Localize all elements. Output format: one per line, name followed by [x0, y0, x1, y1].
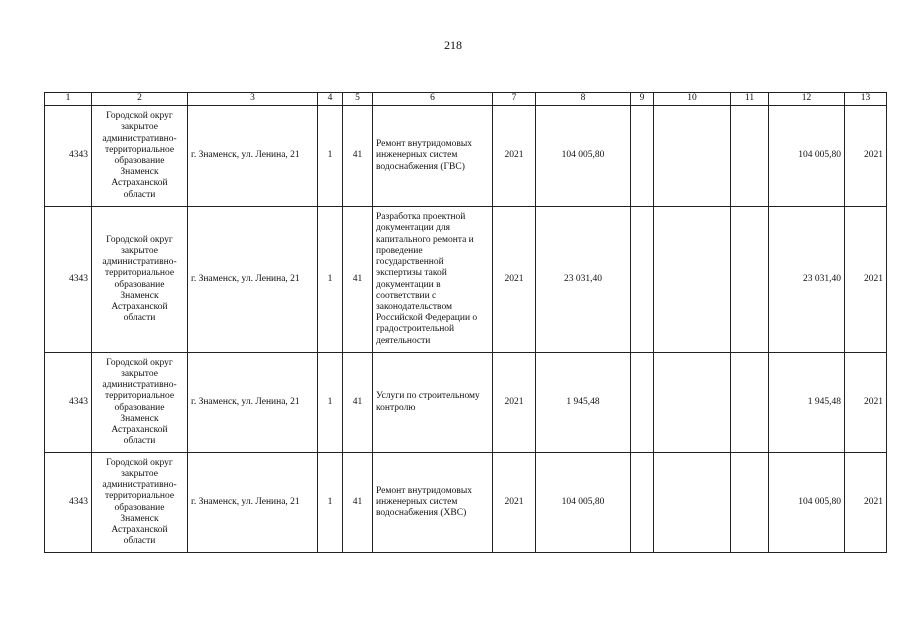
col9-cell — [631, 106, 654, 207]
end-year-cell: 2021 — [845, 207, 887, 353]
total-cell: 1 945,48 — [769, 353, 845, 453]
municipality-cell: Городской округ закрытое административно-территориальное образование Знаменск Астраханской области — [92, 106, 188, 207]
column-header: 12 — [769, 93, 845, 106]
total-cell: 23 031,40 — [769, 207, 845, 353]
page-number: 218 — [444, 38, 462, 52]
col4-cell: 1 — [318, 106, 343, 207]
col5-cell: 41 — [343, 453, 373, 553]
col10-cell — [654, 353, 731, 453]
row-id-cell: 4343 — [45, 106, 92, 207]
col10-cell — [654, 106, 731, 207]
cost-cell: 104 005,80 — [536, 106, 631, 207]
table-row — [45, 106, 887, 207]
col4-cell: 1 — [318, 207, 343, 353]
table-row — [45, 207, 887, 353]
col11-cell — [731, 207, 769, 353]
col11-cell — [731, 106, 769, 207]
data-table — [44, 92, 887, 553]
cost-cell: 104 005,80 — [536, 453, 631, 553]
total-cell: 104 005,80 — [769, 453, 845, 553]
row-id-cell: 4343 — [45, 453, 92, 553]
column-header: 2 — [92, 93, 188, 106]
column-header: 1 — [45, 93, 92, 106]
column-header: 11 — [731, 93, 769, 106]
cost-cell: 23 031,40 — [536, 207, 631, 353]
col11-cell — [731, 353, 769, 453]
end-year-cell: 2021 — [845, 353, 887, 453]
column-header: 6 — [373, 93, 493, 106]
municipality-cell: Городской округ закрытое административно-территориальное образование Знаменск Астраханской области — [92, 353, 188, 453]
row-id-cell: 4343 — [45, 207, 92, 353]
cost-cell: 1 945,48 — [536, 353, 631, 453]
address-cell: г. Знаменск, ул. Ленина, 21 — [188, 453, 318, 553]
work-type-cell: Ремонт внутридомовых инженерных систем водоснабжения (ХВС) — [373, 453, 493, 553]
col9-cell — [631, 353, 654, 453]
table-row — [45, 353, 887, 453]
column-header: 13 — [845, 93, 887, 106]
col5-cell: 41 — [343, 106, 373, 207]
municipality-cell: Городской округ закрытое административно-территориальное образование Знаменск Астраханской области — [92, 207, 188, 353]
row-id-cell: 4343 — [45, 353, 92, 453]
col10-cell — [654, 207, 731, 353]
work-type-cell: Услуги по строительному контролю — [373, 353, 493, 453]
year-cell: 2021 — [493, 453, 536, 553]
column-header: 10 — [654, 93, 731, 106]
column-header: 9 — [631, 93, 654, 106]
municipality-cell: Городской округ закрытое административно-территориальное образование Знаменск Астраханской области — [92, 453, 188, 553]
column-header: 8 — [536, 93, 631, 106]
col5-cell: 41 — [343, 353, 373, 453]
table-row — [45, 453, 887, 553]
col10-cell — [654, 453, 731, 553]
col9-cell — [631, 207, 654, 353]
address-cell: г. Знаменск, ул. Ленина, 21 — [188, 106, 318, 207]
year-cell: 2021 — [493, 353, 536, 453]
col4-cell: 1 — [318, 353, 343, 453]
column-header: 7 — [493, 93, 536, 106]
year-cell: 2021 — [493, 106, 536, 207]
column-number-row — [45, 93, 887, 106]
col11-cell — [731, 453, 769, 553]
column-header: 5 — [343, 93, 373, 106]
work-type-cell: Ремонт внутридомовых инженерных систем водоснабжения (ГВС) — [373, 106, 493, 207]
address-cell: г. Знаменск, ул. Ленина, 21 — [188, 353, 318, 453]
col5-cell: 41 — [343, 207, 373, 353]
column-header: 3 — [188, 93, 318, 106]
work-type-cell: Разработка проектной документации для капитального ремонта и проведение государственной экспертизы такой документации в соответствии с законодательством Российской Федерации о градостроительной деятельности — [373, 207, 493, 353]
total-cell: 104 005,80 — [769, 106, 845, 207]
end-year-cell: 2021 — [845, 453, 887, 553]
col4-cell: 1 — [318, 453, 343, 553]
end-year-cell: 2021 — [845, 106, 887, 207]
col9-cell — [631, 453, 654, 553]
address-cell: г. Знаменск, ул. Ленина, 21 — [188, 207, 318, 353]
column-header: 4 — [318, 93, 343, 106]
year-cell: 2021 — [493, 207, 536, 353]
